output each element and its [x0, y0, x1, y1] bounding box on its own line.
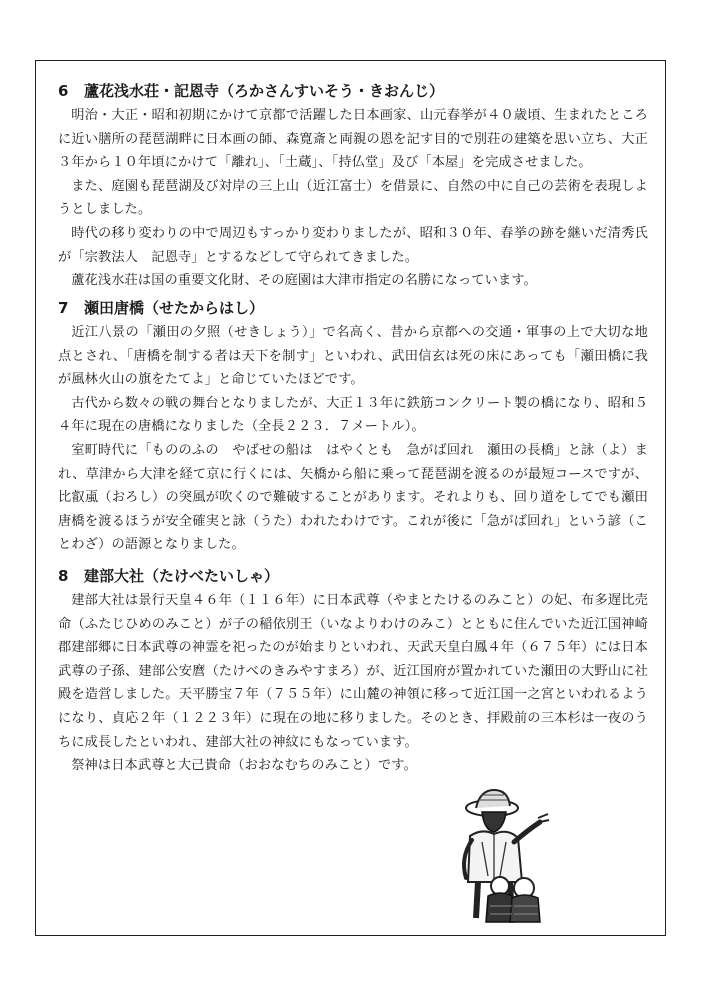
guide-person-icon — [452, 786, 552, 926]
section-heading — [58, 295, 648, 321]
section-6 — [58, 78, 648, 293]
section-heading — [58, 78, 648, 104]
section-heading — [58, 563, 648, 589]
guide-person-illustration — [452, 786, 552, 926]
paragraph: 祭神は日本武尊と大己貴命（おおなむちのみこと）です。 — [71, 758, 417, 774]
section-number: 6 — [58, 82, 69, 100]
section-title: 瀬田唐橋（せたからはし） — [84, 299, 265, 317]
section-8 — [58, 563, 648, 778]
paragraph: また、庭園も琵琶湖及び対岸の三上山（近江富士）を借景に、自然の中に自己の芸術を表現しようとしました。 — [58, 178, 648, 218]
section-number: 7 — [58, 299, 69, 317]
section-7 — [58, 295, 648, 557]
section-title: 蘆花浅水荘・記恩寺（ろかさんすいそう・きおんじ） — [84, 82, 445, 100]
paragraph: 建部大社は景行天皇４６年（１１６年）に日本武尊（やまとたけるのみこと）の妃、布多遅比売命（ふたじひめのみこと）が子の稲依別王（いなよりわけのみこ）とともに住んでいた近江国神崎郡建部郷に日本武尊の神霊を祀ったのが始まりといわれ、天武天皇白鳳４年（６７５年）には日本武尊の子孫、建部公安麿（たけべのきみやすまろ）が、近江国府が置かれていた瀬田の大野山に社殿を造営しました。天平勝宝７年（７５５年）に山麓の神領に移って近江国一之宮といわれるようになり、貞応２年（１２２３年）に現在の地に移りました。そのとき、拝殿前の三本杉は一夜のうちに成長したといわれ、建部大社の神紋にもなっています。 — [58, 593, 648, 750]
paragraph: 古代から数々の戦の舞台となりましたが、大正１３年に鉄筋コンクリート製の橋になり、昭和５４年に現在の唐橋になりました（全長２２３．７メートル）。 — [58, 395, 648, 435]
paragraph: 時代の移り変わりの中で周辺もすっかり変わりましたが、昭和３０年、春挙の跡を継いだ清秀氏が「宗教法人 記恩寺」とするなどして守られてきました。 — [58, 225, 648, 265]
section-title: 建部大社（たけべたいしゃ） — [84, 567, 280, 585]
section-number: 8 — [58, 567, 69, 585]
paragraph: 近江八景の「瀬田の夕照（せきしょう）」で名高く、昔から京都への交通・軍事の上で大切な地点とされ、「唐橋を制する者は天下を制す」といわれ、武田信玄は死の床にあっても「瀬田橋に我が風林火山の旗をたてよ」と命じていたほどです。 — [58, 325, 648, 388]
paragraph: 蘆花浅水荘は国の重要文化財、その庭園は大津市指定の名勝になっています。 — [71, 273, 537, 289]
paragraph: 室町時代に「もののふの やばせの船は はやくとも 急がば回れ 瀬田の長橋」と詠（よ）まれ、草津から大津を経て京に行くには、矢橋から船に乗って琵琶湖を渡るのが最短コースですが、比叡颪（おろし）の突風が吹くので難破することがあります。それよりも、回り道をしてでも瀬田唐橋を渡るほうが安全確実と詠（うた）われたわけです。これが後に「急がば回れ」という諺（ことわざ）の語源となりました。 — [58, 442, 648, 553]
paragraph: 明治・大正・昭和初期にかけて京都で活躍した日本画家、山元春挙が４０歳頃、生まれたところに近い膳所の琵琶湖畔に日本画の師、森寛斎と両親の恩を記す目的で別荘の建築を思い立ち、大正３年から１０年頃にかけて「離れ」、「土蔵」、「持仏堂」及び「本屋」を完成させました。 — [58, 108, 648, 171]
